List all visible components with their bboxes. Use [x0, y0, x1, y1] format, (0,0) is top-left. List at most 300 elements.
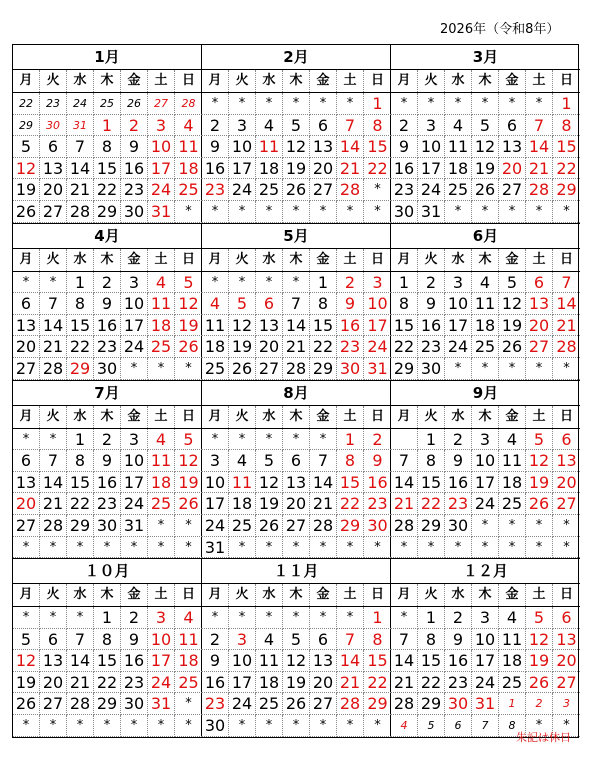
day-cell: 17 — [229, 158, 256, 180]
weekday-label: 日 — [559, 587, 573, 603]
empty-day-marker: * — [553, 715, 580, 737]
day-cell: 7 — [67, 136, 94, 158]
day-cell: 16 — [445, 472, 472, 494]
empty-day-marker: * — [40, 272, 67, 294]
day-cell: 1 — [391, 272, 418, 294]
day-cell: 4 — [202, 293, 229, 315]
day-cell: 4 — [445, 115, 472, 137]
weekday-header-row — [391, 249, 580, 272]
weekday-label: 火 — [229, 249, 256, 271]
day-cell: 17 — [472, 472, 499, 494]
weekday-label: 日 — [559, 408, 573, 424]
empty-day-marker: * — [310, 429, 337, 451]
day-cell: 7 — [67, 629, 94, 651]
day-cell: 2 — [364, 429, 391, 451]
day-cell: 11 — [499, 450, 526, 472]
day-cell: 9 — [94, 293, 121, 315]
day-cell: 6 — [526, 272, 553, 294]
empty-day-marker: * — [553, 201, 580, 223]
day-cell: 18 — [148, 472, 175, 494]
day-cell: 8 — [499, 715, 526, 737]
day-cell: 6 — [256, 293, 283, 315]
day-cell: 20 — [40, 179, 67, 201]
day-cell: 13 — [13, 472, 40, 494]
day-cell: 9 — [337, 293, 364, 315]
day-cell: 31 — [364, 358, 391, 380]
day-cell: 29 — [337, 515, 364, 537]
day-cell: 19 — [13, 179, 40, 201]
weekday-label: 木 — [472, 249, 499, 271]
day-cell: 26 — [283, 179, 310, 201]
empty-day-marker: * — [67, 715, 94, 737]
weekday-label: 水 — [67, 249, 94, 271]
empty-day-marker: * — [310, 201, 337, 223]
day-cell: 19 — [526, 472, 553, 494]
weekday-label: 日 — [181, 408, 195, 424]
weekday-label: 水 — [445, 584, 472, 606]
day-cell: 19 — [13, 672, 40, 694]
day-cell: 25 — [148, 493, 175, 515]
day-cell: 12 — [13, 158, 40, 180]
day-cell: 20 — [526, 315, 553, 337]
day-cell: 30 — [121, 693, 148, 715]
day-cell: 22 — [310, 336, 337, 358]
day-cell: 17 — [445, 315, 472, 337]
day-grid — [13, 429, 201, 559]
day-cell: 23 — [202, 693, 229, 715]
day-cell: 1 — [418, 607, 445, 629]
day-cell: 18 — [472, 315, 499, 337]
day-cell: 24 — [202, 515, 229, 537]
empty-day-marker: * — [472, 358, 499, 380]
empty-day-marker: * — [202, 607, 229, 629]
day-cell: 10 — [472, 450, 499, 472]
day-cell: 21 — [67, 179, 94, 201]
month-title: 1月 — [13, 45, 201, 70]
day-cell: 8 — [364, 629, 391, 651]
day-cell: 31 — [148, 693, 175, 715]
day-cell: 10 — [148, 136, 175, 158]
day-cell: 29 — [418, 693, 445, 715]
day-cell: 6 — [445, 715, 472, 737]
day-cell: 15 — [553, 136, 580, 158]
day-cell: 6 — [40, 629, 67, 651]
month-title: １１月 — [202, 559, 390, 584]
day-cell: 14 — [391, 472, 418, 494]
day-cell: 24 — [229, 179, 256, 201]
empty-day-marker: * — [526, 201, 553, 223]
weekday-label: 金 — [499, 406, 526, 428]
empty-day-marker: * — [229, 607, 256, 629]
weekday-label: 火 — [418, 249, 445, 271]
day-cell: 25 — [94, 93, 121, 115]
empty-day-marker: * — [283, 715, 310, 737]
day-cell: 16 — [94, 315, 121, 337]
day-cell: 21 — [40, 336, 67, 358]
weekday-label: 木 — [472, 406, 499, 428]
day-cell: 1 — [67, 429, 94, 451]
day-cell: 5 — [256, 450, 283, 472]
empty-day-marker: * — [229, 537, 256, 559]
weekday-label: 水 — [445, 70, 472, 92]
weekday-label: 日 — [181, 251, 195, 267]
month-title: 8月 — [202, 381, 390, 406]
weekday-header-row — [13, 70, 201, 93]
day-cell: 3 — [445, 272, 472, 294]
weekday-label: 水 — [67, 584, 94, 606]
day-cell: 14 — [526, 136, 553, 158]
day-cell: 24 — [472, 672, 499, 694]
day-cell: 17 — [121, 472, 148, 494]
day-cell: 15 — [391, 315, 418, 337]
weekday-label: 月 — [391, 249, 418, 271]
day-cell: 22 — [391, 336, 418, 358]
day-cell: 13 — [553, 629, 580, 651]
day-cell: 11 — [202, 315, 229, 337]
day-cell: 30 — [391, 201, 418, 223]
day-cell: 2 — [121, 115, 148, 137]
day-cell: 25 — [229, 515, 256, 537]
day-cell: 7 — [391, 450, 418, 472]
day-cell: 30 — [94, 515, 121, 537]
weekday-label: 月 — [13, 70, 40, 92]
day-cell: 2 — [418, 272, 445, 294]
day-cell: 6 — [13, 450, 40, 472]
empty-day-marker: * — [283, 201, 310, 223]
month-title: 7月 — [13, 381, 201, 406]
weekday-header-row — [391, 406, 580, 429]
day-cell: 14 — [337, 650, 364, 672]
month-title: 9月 — [391, 381, 580, 406]
day-cell: 17 — [229, 672, 256, 694]
weekday-label: 木 — [472, 70, 499, 92]
day-cell: 1 — [364, 607, 391, 629]
day-cell: 13 — [310, 136, 337, 158]
weekday-header-row — [202, 584, 390, 607]
day-cell: 15 — [94, 158, 121, 180]
day-cell: 18 — [445, 158, 472, 180]
day-cell: 11 — [148, 450, 175, 472]
weekday-label: 火 — [418, 70, 445, 92]
day-cell: 26 — [175, 336, 202, 358]
day-cell: 7 — [472, 715, 499, 737]
empty-day-marker: * — [148, 715, 175, 737]
weekday-label: 土 — [148, 249, 175, 271]
weekday-label: 火 — [40, 584, 67, 606]
day-cell: 8 — [364, 115, 391, 137]
day-grid — [202, 607, 390, 737]
month-block — [13, 224, 202, 381]
day-cell: 22 — [418, 493, 445, 515]
empty-day-marker: * — [121, 715, 148, 737]
day-cell: 2 — [445, 607, 472, 629]
month-title: 5月 — [202, 224, 390, 249]
day-cell: 6 — [13, 293, 40, 315]
weekday-label: 木 — [283, 584, 310, 606]
day-cell: 3 — [229, 629, 256, 651]
day-cell: 20 — [40, 672, 67, 694]
day-cell: 15 — [364, 136, 391, 158]
day-cell: 16 — [445, 650, 472, 672]
empty-day-marker: * — [13, 429, 40, 451]
weekday-label: 日 — [370, 251, 384, 267]
empty-day-marker: * — [445, 93, 472, 115]
weekday-label: 金 — [121, 249, 148, 271]
day-cell: 24 — [121, 336, 148, 358]
day-cell: 19 — [256, 493, 283, 515]
day-cell: 8 — [94, 136, 121, 158]
day-cell: 9 — [418, 293, 445, 315]
day-cell: 19 — [283, 158, 310, 180]
month-title: １０月 — [13, 559, 201, 584]
day-cell: 11 — [175, 629, 202, 651]
weekday-label: 水 — [67, 70, 94, 92]
day-cell: 29 — [67, 358, 94, 380]
day-cell: 22 — [337, 493, 364, 515]
day-cell: 13 — [40, 158, 67, 180]
day-cell: 26 — [13, 201, 40, 223]
weekday-label: 日 — [370, 587, 384, 603]
day-cell: 12 — [13, 650, 40, 672]
empty-day-marker: * — [364, 715, 391, 737]
day-cell: 30 — [445, 693, 472, 715]
day-cell: 17 — [148, 158, 175, 180]
weekday-label: 月 — [202, 70, 229, 92]
day-cell: 27 — [40, 693, 67, 715]
day-cell: 18 — [256, 158, 283, 180]
day-cell: 10 — [364, 293, 391, 315]
day-grid — [202, 429, 390, 559]
day-cell: 12 — [175, 450, 202, 472]
day-cell: 31 — [202, 537, 229, 559]
day-cell: 11 — [472, 293, 499, 315]
day-cell: 15 — [67, 315, 94, 337]
day-cell: 12 — [283, 650, 310, 672]
weekday-label: 金 — [499, 70, 526, 92]
day-cell: 10 — [121, 450, 148, 472]
empty-day-marker: * — [472, 93, 499, 115]
day-cell: 20 — [310, 158, 337, 180]
empty-day-marker: * — [202, 429, 229, 451]
day-cell: 29 — [391, 358, 418, 380]
day-cell: 21 — [337, 158, 364, 180]
day-cell: 17 — [472, 650, 499, 672]
day-cell: 15 — [337, 472, 364, 494]
weekday-label: 水 — [445, 249, 472, 271]
empty-day-marker: * — [553, 358, 580, 380]
day-cell: 28 — [310, 515, 337, 537]
empty-day-marker: * — [472, 515, 499, 537]
day-cell: 3 — [472, 429, 499, 451]
day-cell: 26 — [121, 93, 148, 115]
day-cell: 9 — [121, 629, 148, 651]
day-cell: 23 — [445, 672, 472, 694]
day-cell: 4 — [256, 629, 283, 651]
day-cell: 8 — [67, 293, 94, 315]
empty-day-marker: * — [229, 272, 256, 294]
weekday-label: 金 — [121, 406, 148, 428]
empty-day-marker: * — [148, 358, 175, 380]
day-cell: 26 — [526, 493, 553, 515]
empty-day-marker: * — [148, 537, 175, 559]
empty-day-marker: * — [229, 201, 256, 223]
day-cell: 18 — [499, 472, 526, 494]
day-cell: 29 — [310, 358, 337, 380]
weekday-label: 金 — [499, 249, 526, 271]
empty-day-marker: * — [202, 272, 229, 294]
month-title: 3月 — [391, 45, 580, 70]
empty-day-marker: * — [499, 93, 526, 115]
day-cell: 9 — [391, 136, 418, 158]
empty-day-marker: * — [67, 607, 94, 629]
day-cell: 25 — [499, 672, 526, 694]
empty-day-marker: * — [526, 715, 553, 737]
day-cell: 13 — [13, 315, 40, 337]
day-cell: 28 — [40, 358, 67, 380]
empty-day-marker: * — [229, 429, 256, 451]
empty-day-marker: * — [148, 515, 175, 537]
month-title: １２月 — [391, 559, 580, 584]
empty-day-marker: * — [337, 201, 364, 223]
day-cell: 20 — [553, 650, 580, 672]
weekday-label: 木 — [283, 406, 310, 428]
weekday-label: 土 — [148, 70, 175, 92]
day-cell: 21 — [391, 672, 418, 694]
day-cell: 22 — [553, 158, 580, 180]
day-grid — [391, 93, 580, 223]
day-grid — [13, 607, 201, 737]
day-cell: 13 — [256, 315, 283, 337]
day-cell: 21 — [40, 493, 67, 515]
day-cell: 1 — [94, 607, 121, 629]
weekday-label: 金 — [121, 70, 148, 92]
day-cell: 2 — [526, 693, 553, 715]
empty-day-marker: * — [391, 93, 418, 115]
month-block — [391, 224, 580, 381]
day-cell: 7 — [40, 450, 67, 472]
day-cell: 2 — [94, 429, 121, 451]
day-cell: 5 — [13, 629, 40, 651]
day-cell: 10 — [445, 293, 472, 315]
weekday-label: 金 — [310, 249, 337, 271]
month-block — [202, 224, 391, 381]
month-block — [13, 45, 202, 224]
weekday-label: 日 — [181, 73, 195, 88]
day-cell: 7 — [337, 629, 364, 651]
weekday-label: 水 — [256, 406, 283, 428]
day-cell: 6 — [499, 115, 526, 137]
day-cell: 29 — [67, 515, 94, 537]
weekday-header-row — [13, 249, 201, 272]
day-cell: 10 — [202, 472, 229, 494]
day-cell: 10 — [121, 293, 148, 315]
calendar-grid — [12, 44, 579, 738]
day-cell: 17 — [418, 158, 445, 180]
day-cell: 17 — [148, 650, 175, 672]
weekday-header-row — [13, 406, 201, 429]
day-cell: 5 — [13, 136, 40, 158]
day-cell: 27 — [148, 93, 175, 115]
empty-day-marker: * — [175, 201, 202, 223]
day-cell: 9 — [445, 629, 472, 651]
day-cell: 30 — [364, 515, 391, 537]
day-cell: 2 — [121, 607, 148, 629]
empty-day-marker: * — [499, 537, 526, 559]
weekday-label: 日 — [559, 251, 573, 267]
day-cell: 22 — [364, 158, 391, 180]
day-cell: 18 — [256, 672, 283, 694]
day-cell: 4 — [175, 115, 202, 137]
day-cell: 31 — [148, 201, 175, 223]
day-grid — [13, 93, 201, 223]
day-cell: 12 — [526, 450, 553, 472]
empty-day-marker: * — [418, 537, 445, 559]
weekday-header-row — [202, 249, 390, 272]
weekday-label: 土 — [526, 70, 553, 92]
day-grid — [13, 272, 201, 380]
day-cell: 11 — [499, 629, 526, 651]
day-cell: 26 — [526, 672, 553, 694]
day-cell: 13 — [553, 450, 580, 472]
day-cell: 2 — [391, 115, 418, 137]
month-block — [391, 45, 580, 224]
empty-day-marker: * — [256, 272, 283, 294]
empty-day-marker: * — [202, 93, 229, 115]
day-cell: 10 — [418, 136, 445, 158]
day-cell: 31 — [418, 201, 445, 223]
day-cell: 26 — [256, 515, 283, 537]
empty-day-marker: * — [283, 429, 310, 451]
day-cell: 24 — [418, 179, 445, 201]
weekday-label: 火 — [40, 70, 67, 92]
day-cell: 5 — [283, 115, 310, 137]
empty-day-marker: * — [310, 537, 337, 559]
month-block — [202, 559, 391, 737]
day-cell: 27 — [499, 179, 526, 201]
day-cell: 23 — [445, 493, 472, 515]
day-cell: 6 — [310, 629, 337, 651]
weekday-label: 月 — [202, 249, 229, 271]
day-cell: 17 — [202, 493, 229, 515]
day-cell: 4 — [175, 607, 202, 629]
day-cell: 12 — [229, 315, 256, 337]
day-cell: 2 — [202, 115, 229, 137]
day-cell: 15 — [67, 472, 94, 494]
day-cell: 5 — [526, 429, 553, 451]
day-cell: 15 — [310, 315, 337, 337]
day-cell: 13 — [310, 650, 337, 672]
day-cell: 27 — [553, 672, 580, 694]
weekday-label: 月 — [202, 406, 229, 428]
day-cell: 3 — [121, 429, 148, 451]
weekday-header-row — [202, 70, 390, 93]
day-cell: 17 — [121, 315, 148, 337]
day-cell: 14 — [40, 315, 67, 337]
day-cell: 25 — [499, 493, 526, 515]
month-title: 6月 — [391, 224, 580, 249]
day-cell: 16 — [202, 672, 229, 694]
day-cell: 12 — [526, 629, 553, 651]
day-cell: 22 — [13, 93, 40, 115]
day-cell: 7 — [553, 272, 580, 294]
empty-day-marker: * — [472, 201, 499, 223]
empty-day-marker: * — [337, 715, 364, 737]
month-block — [13, 559, 202, 737]
weekday-label: 火 — [229, 584, 256, 606]
holiday-legend-note: 朱記は休日 — [516, 731, 571, 744]
day-cell: 1 — [553, 93, 580, 115]
day-cell: 19 — [175, 315, 202, 337]
